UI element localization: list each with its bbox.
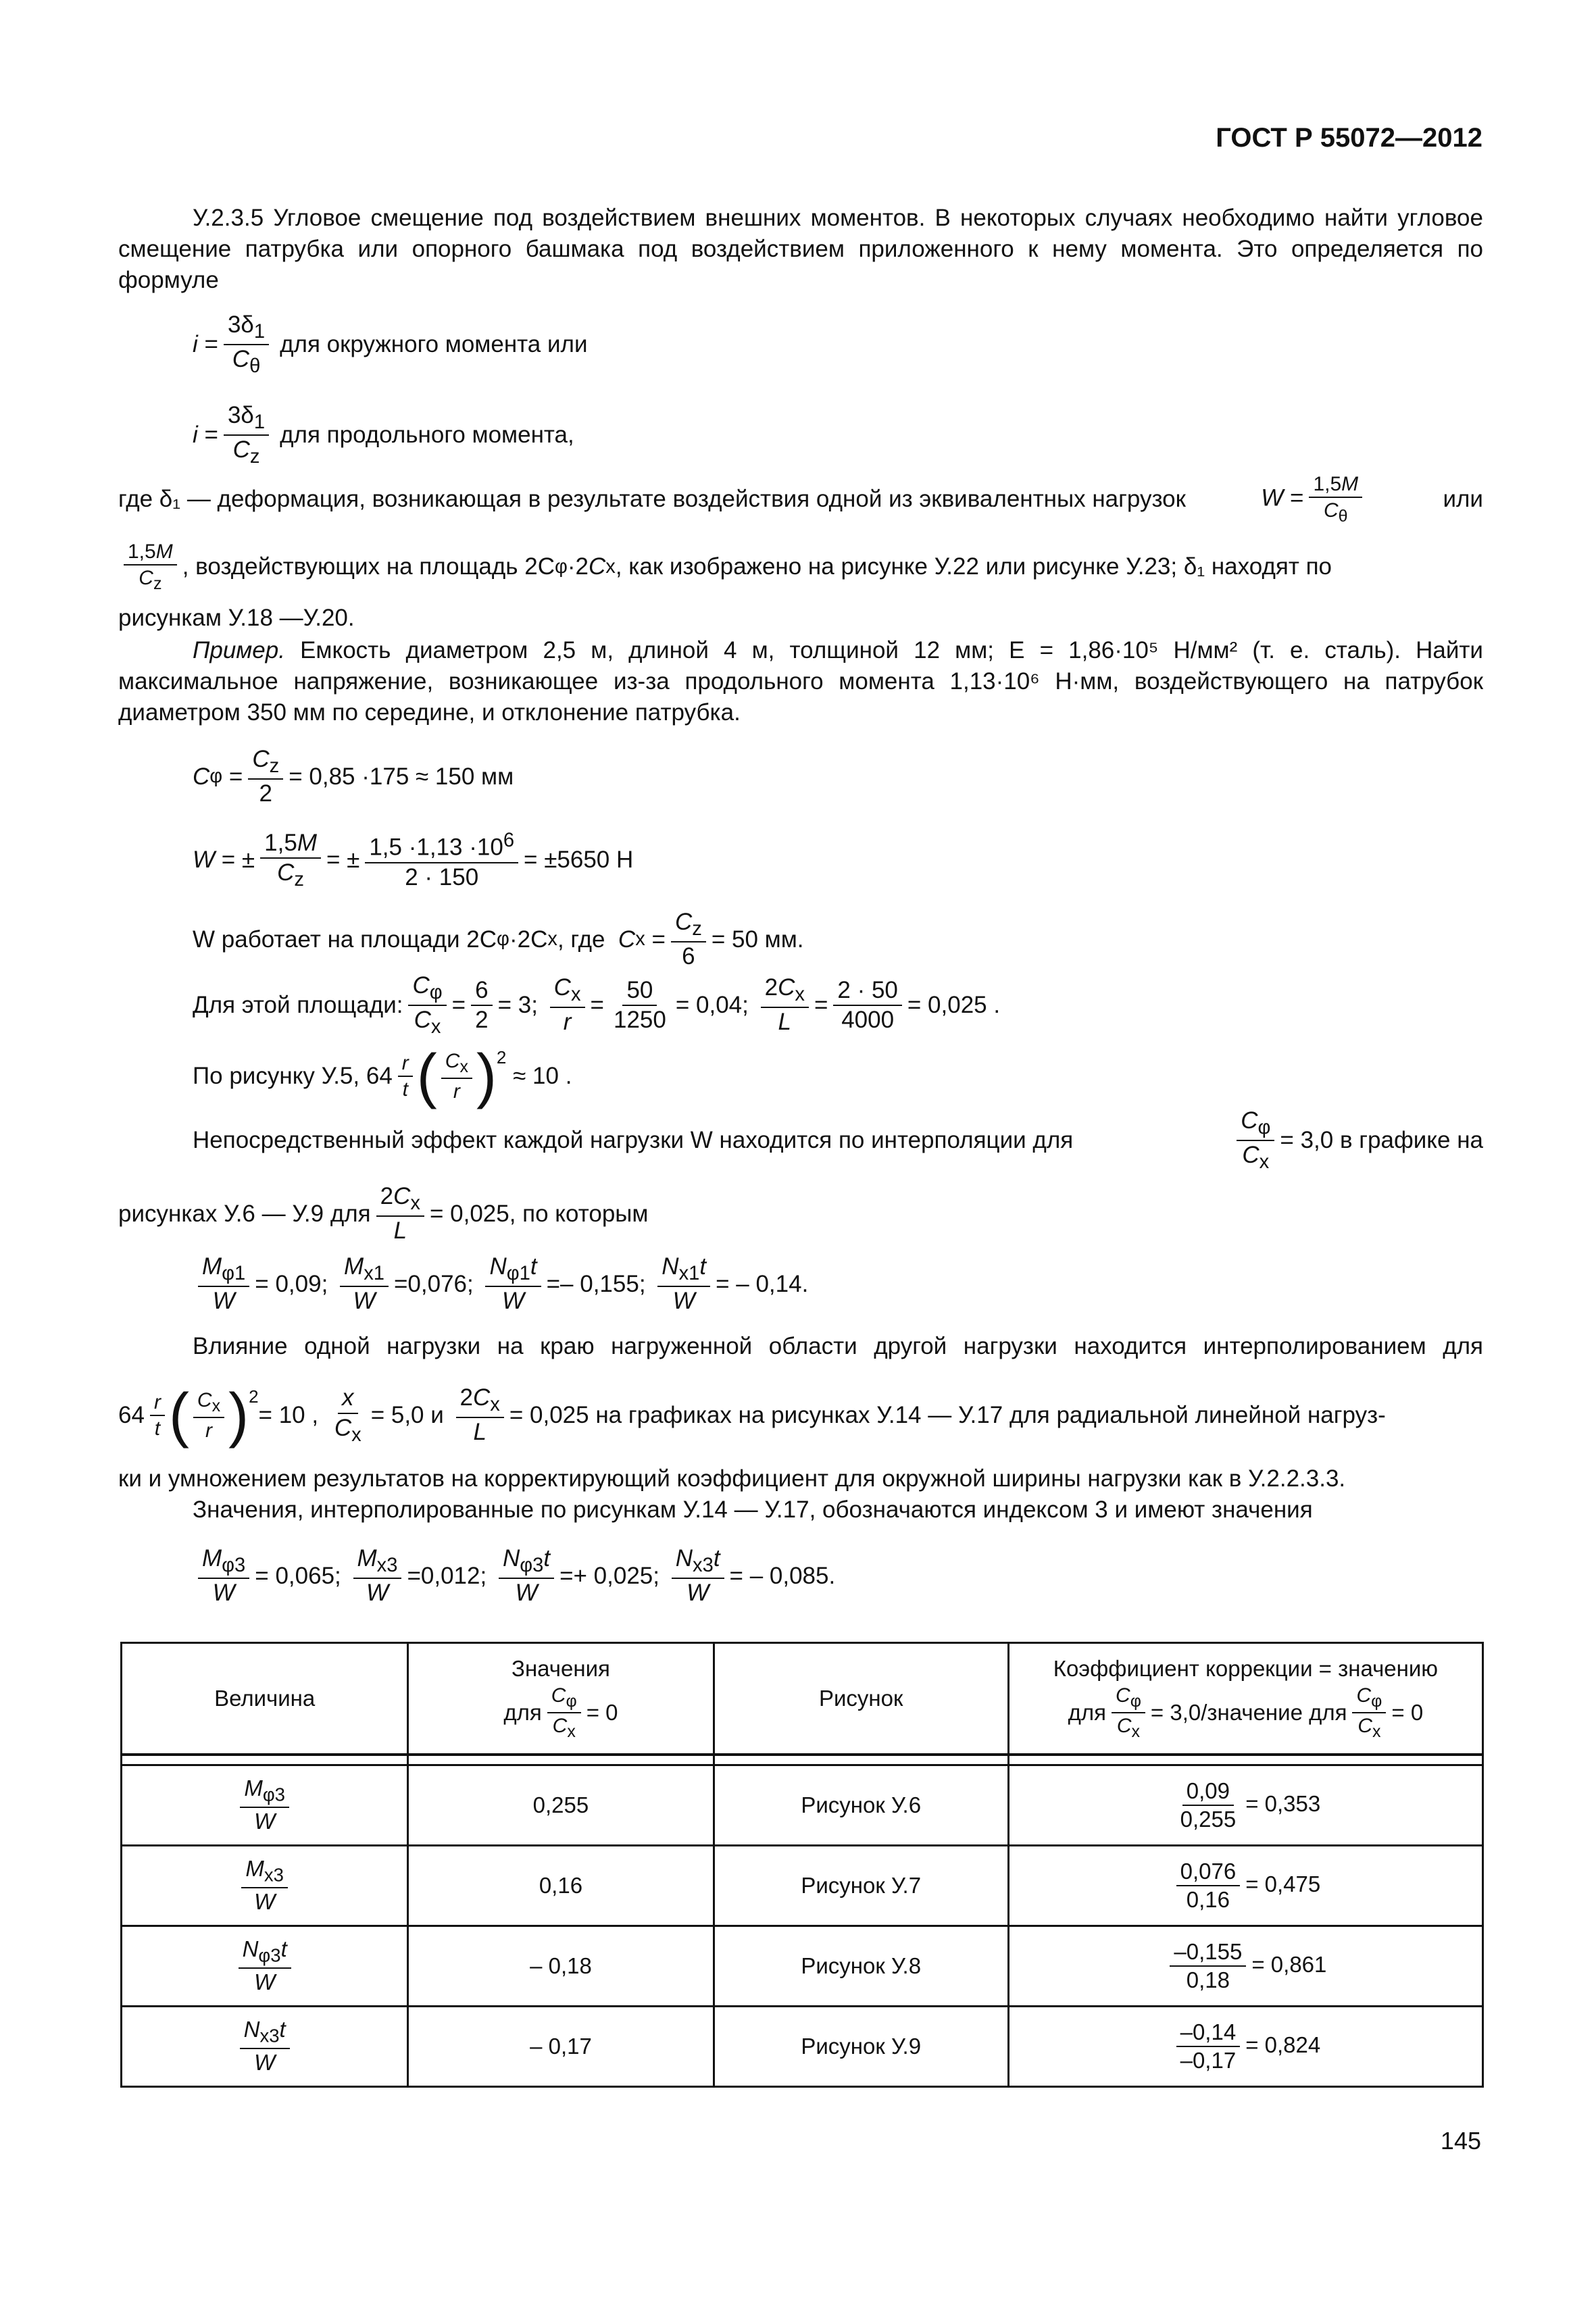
page-number: 145 bbox=[1440, 2127, 1481, 2155]
header-values: Значения для $\frac{C_\varphi}{C_x}$ = 0 bbox=[408, 1643, 714, 1755]
correction-table bbox=[120, 1642, 1484, 2088]
equation-area-ratios: Для этой площади: $\frac{C_\varphi}{C_x}$ = $\frac{6}{2}$ = 3; $\frac{C_x}{r}$ = $\frac{50}{1250}$ = 0,04; $\frac{2C_x}{L}$ = $\frac{2 \cdot 50}{4000}$ = 0,025 . bbox=[193, 972, 1001, 1038]
equation-c-phi: C φ = $\frac{C_z}{2}$ = 0,85 ·175 ≈ 150 мм bbox=[193, 746, 514, 807]
header-quantity: Величина bbox=[122, 1643, 408, 1755]
influence-line: Влияние одной нагрузки на краю нагруженной области другой нагрузки находится интерполированием для bbox=[193, 1333, 1483, 1359]
equation-w: W = ± $\frac{1,5M}{C_z}$ = ± $\frac{1,5 \cdot 1,13 \cdot 10^6}{2 \cdot 150}$ = ±5650 Н bbox=[193, 829, 634, 891]
table-row: $\frac{M_{x3}}{W}$ 0,16 Рисунок У.7 $\frac{0,076}{0,16}$ = 0,475 bbox=[122, 1846, 1483, 1926]
paragraph-angular-displacement: У.2.3.5 Угловое смещение под воздействием внешних моментов. В некоторых случаях необходимо найти угловое смещение патрубка или опорного башмака под воздействием приложенного к нему момента. Это определяется по формуле bbox=[118, 205, 1483, 293]
header-correction: Коэффициент коррекции = значению для $\frac{C_\varphi}{C_x}$ = 3,0/значение для $\frac{C_\varphi}{C_x}$ = 0 bbox=[1008, 1643, 1482, 1755]
example-paragraph: Пример. Емкость диаметром 2,5 м, длиной 4 м, толщиной 12 мм; E = 1,86·10⁵ Н/мм² (т. е. сталь). Найти максимальное напряжение, возникающее из-за продольного момента 1,13·10⁶ Н·мм, воздействующего на патрубок диаметром 350 мм по середине, и отклонение патрубка. bbox=[118, 637, 1483, 726]
equation-values-3: $\frac{M_{\varphi 3}}{W}$ = 0,065; $\frac{M_{x3}}{W}$ =0,012; $\frac{N_{\varphi 3}t}{W}$ =+ 0,025; $\frac{N_{x3}t}{W}$ = – 0,085. bbox=[193, 1546, 835, 1607]
interpolated-line: Значения, интерполированные по рисункам У.14 — У.17, обозначаются индексом 3 и имеют значения bbox=[193, 1496, 1313, 1523]
equation-w-area: W работает на площади 2C φ ·2C x , где C x = $\frac{C_z}{6}$ = 50 мм. bbox=[193, 909, 804, 970]
header-figure: Рисунок bbox=[714, 1643, 1008, 1755]
direct-effect-line: Непосредственный эффект каждой нагрузки W находится по интерполяции для $\frac{C_\varphi}{C_x}$ = 3,0 в графике на bbox=[193, 1107, 1483, 1174]
where-delta-line: где δ₁ — деформация, возникающая в результате воздействия одной из эквивалентных нагрузок W = $\frac{1,5M}{C_\theta}$ или bbox=[118, 473, 1483, 526]
table-row: $\frac{M_{\varphi 3}}{W}$ 0,255 Рисунок У.6 $\frac{0,09}{0,255}$ = 0,353 bbox=[122, 1765, 1483, 1846]
equation-i-longitudinal: i = $\frac{3\delta_1}{C_z}$ для продольного момента, bbox=[193, 402, 574, 468]
table-row: $\frac{N_{\varphi 3}t}{W}$ – 0,18 Рисунок У.8 $\frac{-0,155}{0,18}$ = 0,861 bbox=[122, 1926, 1483, 2007]
equation-by-figure: По рисунку У.5, 64 $\frac{r}{t}$ ( $\frac{C_x}{r}$ ) 2 ≈ 10 . bbox=[193, 1042, 572, 1110]
figs-for-line: рисунках У.6 — У.9 для $\frac{2C_x}{L}$ = 0,025, по которым bbox=[118, 1183, 649, 1244]
where-figs-line: рисункам У.18 —У.20. bbox=[118, 605, 355, 631]
document-code: ГОСТ Р 55072—2012 bbox=[1216, 123, 1482, 153]
where-area-line: $\frac{1,5M}{C_z}$ , воздействующих на площадь 2C φ ·2 C x , как изображено на рисунке У.22 или рисунке У.23; δ₁ находят по bbox=[118, 540, 1332, 594]
equation-i-circumferential: i = $\frac{3\delta_1}{C_\theta}$ для окружного момента или bbox=[193, 311, 588, 378]
table-row: $\frac{N_{x3}t}{W}$ – 0,17 Рисунок У.9 $\frac{-0,14}{-0,17}$ = 0,824 bbox=[122, 2007, 1483, 2087]
correction-line: ки и умножением результатов на корректирующий коэффициент для окружной ширины нагрузки как в У.2.2.3.3. bbox=[118, 1465, 1346, 1492]
table-header-row bbox=[122, 1643, 1483, 1755]
equation-values-1: $\frac{M_{\varphi 1}}{W}$ = 0,09; $\frac{M_{x1}}{W}$ =0,076; $\frac{N_{\varphi 1}t}{W}$ =– 0,155; $\frac{N_{x1}t}{W}$ = – 0,14. bbox=[193, 1254, 808, 1315]
equation-influence: 64 $\frac{r}{t}$ ( $\frac{C_x}{r}$ ) 2 = 10 , $\frac{x}{C_x}$ = 5,0 и $\frac{2C_x}{L}$ = 0,025 на графиках на рисунках У.14 — У.17 для радиальной линейной нагруз- bbox=[118, 1382, 1386, 1449]
